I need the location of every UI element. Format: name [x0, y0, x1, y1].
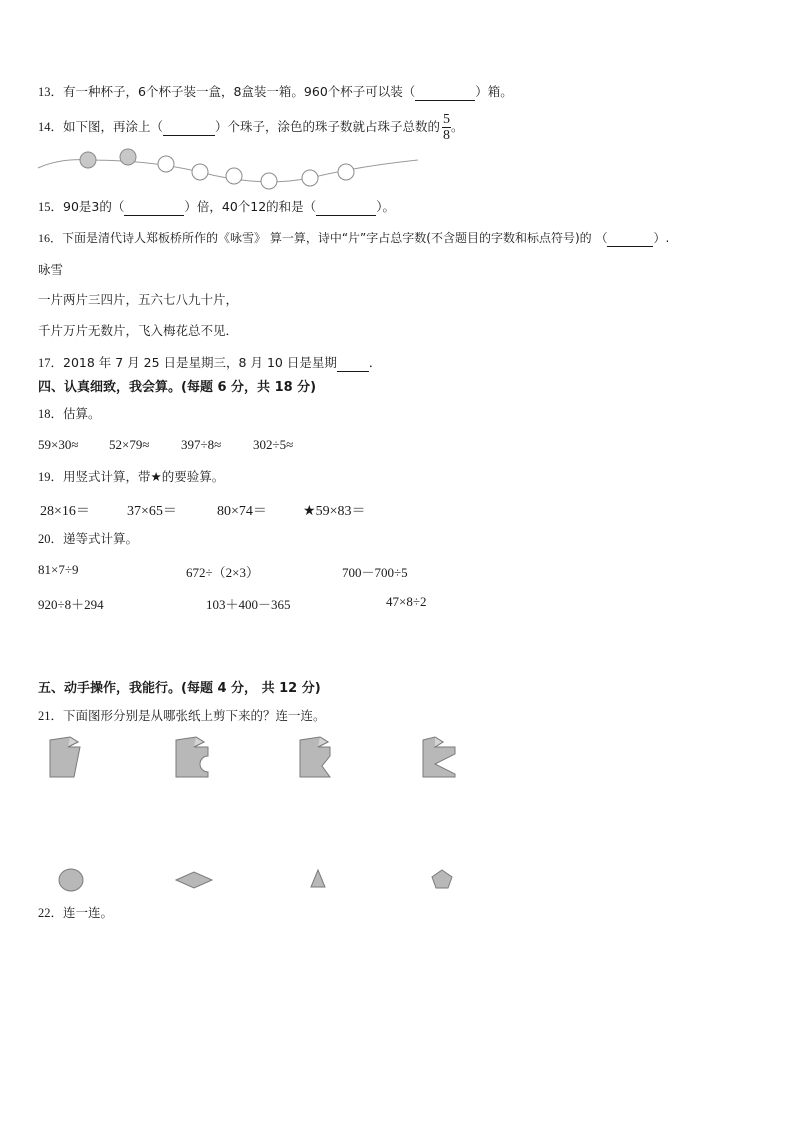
answer-blank-1[interactable]	[124, 199, 184, 216]
question-text-end: ）。	[376, 199, 395, 214]
cut-paper-1[interactable]	[48, 736, 84, 780]
question-text-end: ）.	[653, 231, 670, 245]
question-13	[38, 84, 513, 101]
bead-empty	[302, 170, 318, 186]
vertical-calc-item-2: 37×65＝	[127, 504, 177, 519]
poem-line-2: 千片万片无数片，飞入梅花总不见．	[38, 323, 239, 338]
bead-empty	[192, 164, 208, 180]
circle-shape[interactable]	[57, 866, 87, 894]
question-number: 22．	[38, 906, 64, 920]
section-4-title: 四、认真细致，我会算。(每题 6 分，共 18 分)	[38, 380, 317, 395]
question-text: 连一连。	[63, 905, 114, 920]
estimate-item-4: 302÷5≈	[253, 437, 294, 452]
fraction-denominator: 8	[443, 128, 451, 143]
question-text: 递等式计算。	[63, 531, 139, 546]
cut-paper-3[interactable]	[298, 736, 336, 780]
question-18	[38, 406, 101, 422]
question-17	[38, 355, 381, 372]
answer-blank[interactable]	[337, 355, 369, 372]
vertical-calc-item-4	[303, 500, 365, 520]
question-20	[38, 531, 138, 547]
answer-blank[interactable]	[163, 119, 215, 136]
vertical-calc-item-3: 80×74＝	[217, 504, 267, 519]
question-19	[38, 469, 224, 485]
bead-shaded	[120, 149, 136, 165]
fraction	[442, 112, 451, 143]
bead-empty	[158, 156, 174, 172]
bead-string-wire	[38, 160, 418, 182]
poem-title: 咏雪	[38, 262, 64, 277]
question-number: 16．	[38, 231, 63, 245]
step-calc-2: 672÷（2×3）	[186, 565, 259, 580]
question-number: 15．	[38, 200, 64, 214]
answer-blank[interactable]	[415, 84, 475, 101]
bead-empty	[261, 173, 277, 189]
step-calc-5: 103＋400－365	[206, 597, 291, 612]
vertical-calc-item-4-text: 59×83＝	[315, 504, 366, 519]
question-number: 13．	[38, 85, 64, 99]
cut-paper-4[interactable]	[421, 736, 461, 780]
question-text-end: 。	[451, 119, 464, 134]
answer-blank[interactable]	[607, 230, 653, 247]
question-number: 20．	[38, 532, 64, 546]
rhombus-shape[interactable]	[174, 869, 216, 891]
pentagon-shape[interactable]	[430, 867, 456, 891]
question-text: 下面是清代诗人郑板桥所作的《咏雪》 算一算，诗中“片”字占总字数(不含题目的字数和标点符号)的 （	[62, 231, 608, 245]
question-text: 下面图形分别是从哪张纸上剪下来的？连一连。	[63, 708, 326, 723]
section-5-title: 五、动手操作，我能行。(每题 4 分， 共 12 分)	[38, 681, 321, 696]
question-22	[38, 905, 113, 921]
estimate-item-1: 59×30≈	[38, 437, 79, 452]
question-number: 21．	[38, 709, 64, 723]
question-text-mid: ）倍，40个12的和是（	[184, 199, 317, 214]
step-calc-4: 920÷8＋294	[38, 597, 104, 612]
star-icon: ★	[303, 504, 316, 519]
bead-empty	[226, 168, 242, 184]
step-calc-6: 47×8÷2	[386, 594, 427, 609]
question-text-end: ）箱。	[475, 84, 513, 99]
question-text-mid: ）个珠子，涂色的珠子数就占珠子总数的	[215, 119, 441, 134]
step-calc-1: 81×7÷9	[38, 562, 79, 577]
estimate-item-3: 397÷8≈	[181, 437, 222, 452]
question-number: 14．	[38, 120, 64, 134]
question-number: 18．	[38, 407, 64, 421]
fraction-numerator: 5	[443, 112, 451, 127]
vertical-calc-item-1: 28×16＝	[40, 504, 90, 519]
question-text: 用竖式计算，带★的要验算。	[63, 469, 225, 484]
question-text: 2018 年 7 月 25 日是星期三，8 月 10 日是星期	[63, 355, 337, 370]
question-text-end: ．	[368, 355, 382, 370]
estimate-item-2: 52×79≈	[109, 437, 150, 452]
bead-empty	[338, 164, 354, 180]
question-text: 有一种杯子，6个杯子装一盒，8盒装一箱。960个杯子可以装（	[63, 84, 416, 99]
poem-line-1: 一片两片三四片，五六七八九十片，	[38, 292, 239, 307]
question-16	[38, 230, 669, 247]
question-number: 19．	[38, 470, 64, 484]
step-calc-3: 700－700÷5	[342, 565, 408, 580]
question-number: 17．	[38, 356, 64, 370]
bead-shaded	[80, 152, 96, 168]
question-text: 如下图，再涂上（	[63, 119, 164, 134]
question-15	[38, 199, 395, 216]
triangle-shape[interactable]	[308, 867, 330, 891]
question-21	[38, 708, 326, 724]
question-text: 估算。	[63, 406, 101, 421]
question-14	[38, 112, 464, 143]
beads	[80, 149, 354, 189]
question-text: 90是3的（	[63, 199, 125, 214]
cut-paper-2[interactable]	[174, 736, 214, 780]
answer-blank-2[interactable]	[316, 199, 376, 216]
